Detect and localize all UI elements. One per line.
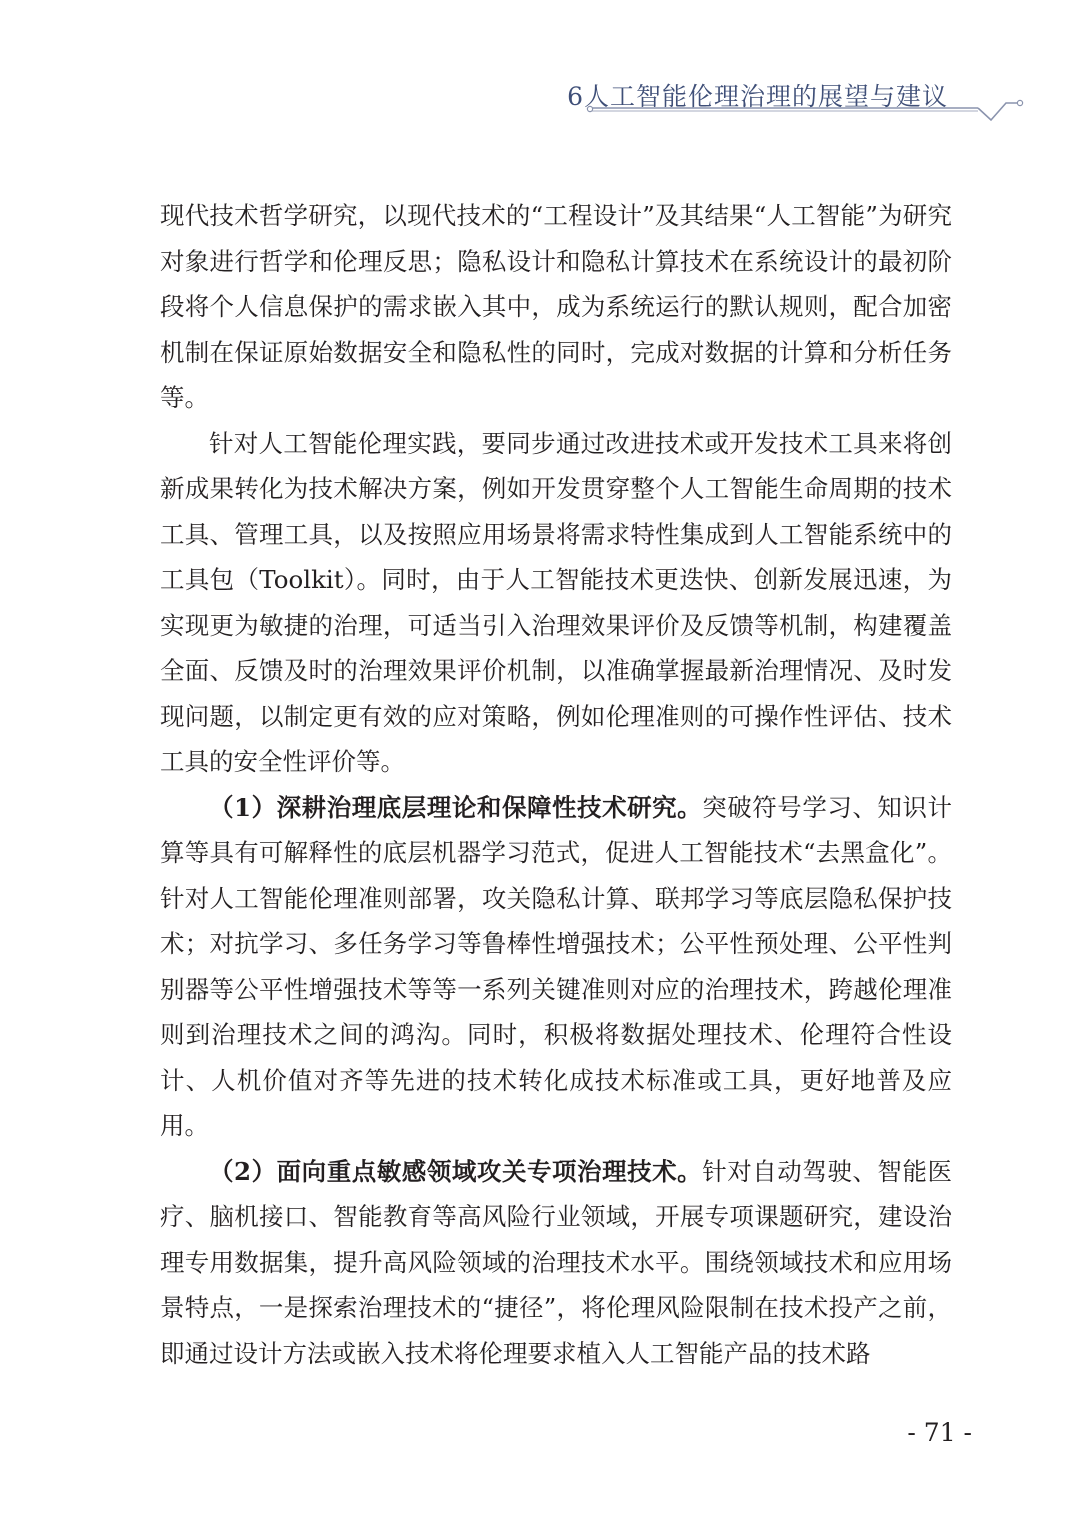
running-header <box>567 70 1040 130</box>
body-text <box>160 193 952 1376</box>
paragraph-3-text: 突破符号学习、知识计算等具有可解释性的底层机器学习范式，促进人工智能技术“去黑盒化”。针对人工智能伦理准则部署，攻关隐私计算、联邦学习等底层隐私保护技术；对抗学习、多任务学习等鲁棒性增强技术；公平性预处理、公平性判别器等公平性增强技术等等一系列关键准则对应的治理技术，跨越伦理准则到治理技术之间的鸿沟。同时，积极将数据处理技术、伦理符合性设计、人机价值对齐等先进的技术转化成技术标准或工具，更好地普及应用。 <box>160 792 952 1140</box>
paragraph-1-text: 现代技术哲学研究，以现代技术的“工程设计”及其结果“人工智能”为研究对象进行哲学和伦理反思；隐私设计和隐私计算技术在系统设计的最初阶段将个人信息保护的需求嵌入其中，成为系统运行的默认规则，配合加密机制在保证原始数据安全和隐私性的同时，完成对数据的计算和分析任务等。 <box>160 201 952 412</box>
paragraph-1 <box>160 193 952 421</box>
paragraph-4 <box>160 1149 952 1377</box>
paragraph-3-lead: （1）深耕治理底层理论和保障性技术研究。 <box>209 792 703 822</box>
paragraph-2 <box>160 421 952 785</box>
paragraph-3 <box>160 785 952 1149</box>
page-number: - 71 - <box>907 1418 972 1447</box>
paragraph-4-lead: （2）面向重点敏感领域攻关专项治理技术。 <box>209 1156 703 1186</box>
paragraph-4-text: 针对自动驾驶、智能医疗、脑机接口、智能教育等高风险行业领域，开展专项课题研究，建设治理专用数据集，提升高风险领域的治理技术水平。围绕领域技术和应用场景特点，一是探索治理技术的“捷径”，将伦理风险限制在技术投产之前，即通过设计方法或嵌入技术将伦理要求植入人工智能产品的技术路 <box>160 1156 952 1368</box>
paragraph-2-text: 针对人工智能伦理实践，要同步通过改进技术或开发技术工具来将创新成果转化为技术解决方案，例如开发贯穿整个人工智能生命周期的技术工具、管理工具，以及按照应用场景将需求特性集成到人工智能系统中的工具包（Toolkit）。同时，由于人工智能技术更迭快、创新发展迅速，为实现更为敏捷的治理，可适当引入治理效果评价及反馈等机制，构建覆盖全面、反馈及时的治理效果评价机制，以准确掌握最新治理情况、及时发现问题，以制定更有效的应对策略，例如伦理准则的可操作性评估、技术工具的安全性评价等。 <box>160 428 952 776</box>
chapter-title: 6人工智能伦理治理的展望与建议 <box>567 82 948 111</box>
